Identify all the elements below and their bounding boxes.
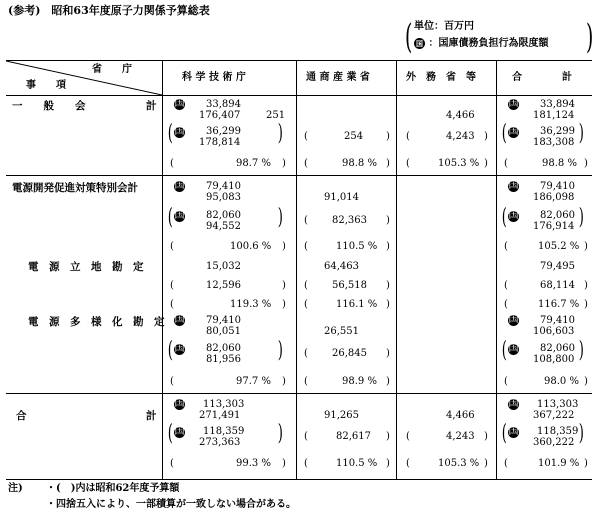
- paren-open: (: [304, 280, 308, 291]
- value: 4,466: [446, 110, 475, 121]
- value: 4,466: [446, 410, 475, 421]
- value: 33,894: [540, 99, 575, 110]
- row-label-general: 一 般 会: [12, 100, 86, 112]
- guarantee-badge: 国: [174, 314, 185, 325]
- paren-group: (: [167, 205, 173, 230]
- paren-close: ): [584, 299, 588, 310]
- paren-close: ): [386, 241, 390, 252]
- notes-label: 注): [8, 483, 23, 494]
- paren-group: (: [167, 338, 173, 363]
- paren-group: ): [578, 421, 584, 446]
- paren-group: (: [501, 338, 507, 363]
- guarantee-badge: 国: [508, 343, 519, 354]
- value: 251: [266, 110, 286, 121]
- header-col-total: 合 計: [512, 72, 572, 83]
- value: 186,098: [533, 192, 575, 203]
- prior-value: 108,800: [533, 354, 575, 365]
- guarantee-badge: 国: [508, 98, 519, 109]
- paren-close: ): [484, 458, 488, 469]
- guarantee-badge: 国: [174, 426, 185, 437]
- paren-close: ): [584, 158, 588, 169]
- value: 113,303: [537, 399, 579, 410]
- paren-close: ): [386, 158, 390, 169]
- paren-close: ): [386, 376, 390, 387]
- paren-group: (: [167, 421, 173, 446]
- ratio: 105.2 %: [538, 241, 580, 252]
- paren-close: ): [484, 131, 488, 142]
- paren-open: (: [504, 158, 508, 169]
- value: 33,894: [206, 99, 241, 110]
- paren-group: ): [277, 421, 283, 446]
- row-label-siting: 電 源 立 地 勘 定: [28, 261, 144, 273]
- ratio: 110.5 %: [336, 458, 378, 469]
- prior-value: 81,956: [206, 354, 241, 365]
- prior-value: 4,243: [446, 131, 475, 142]
- prior-value: 82,363: [332, 215, 367, 226]
- value: 113,303: [203, 399, 245, 410]
- paren-group: (: [167, 121, 173, 146]
- header-item: 事 項: [26, 80, 66, 91]
- prior-value: 82,617: [336, 431, 371, 442]
- col-divider-1: [162, 61, 163, 479]
- paren-open: (: [170, 241, 174, 252]
- paren-group: ): [277, 121, 283, 146]
- prior-value: 82,060: [540, 210, 575, 221]
- paren-open: (: [170, 280, 174, 291]
- paren-open: (: [504, 241, 508, 252]
- paren-open: (: [304, 348, 308, 359]
- prior-value: 254: [344, 131, 364, 142]
- paren-open: (: [304, 241, 308, 252]
- row-label-total: 合: [16, 410, 27, 422]
- paren-open: (: [406, 158, 410, 169]
- paren-close: ): [386, 299, 390, 310]
- value: 80,051: [206, 326, 241, 337]
- prior-value: 176,914: [533, 221, 575, 232]
- prior-value: 273,363: [199, 437, 241, 448]
- prior-value: 118,359: [537, 426, 579, 437]
- value: 271,491: [199, 410, 241, 421]
- row-label-total-end: 計: [146, 410, 157, 422]
- guarantee-badge: 国: [508, 314, 519, 325]
- paren-group: ): [277, 338, 283, 363]
- ratio: 116.7 %: [538, 299, 580, 310]
- paren-close: ): [282, 241, 286, 252]
- paren-open: (: [406, 131, 410, 142]
- value: 15,032: [206, 261, 241, 272]
- paren-close: ): [282, 458, 286, 469]
- document-title: (参考) 昭和63年度原子力関係予算総表: [8, 4, 210, 17]
- national-guarantee-badge: 国: [416, 39, 423, 48]
- ratio: 119.3 %: [230, 299, 272, 310]
- paren-close: ): [282, 299, 286, 310]
- value: 181,124: [533, 110, 575, 121]
- col-divider-4: [496, 61, 497, 479]
- header-col-science: 科 学 技 術 庁: [182, 72, 246, 83]
- header-col-miti: 通 商 産 業 省: [306, 72, 370, 83]
- paren-close: ): [584, 458, 588, 469]
- paren-close: ): [584, 376, 588, 387]
- value: 95,083: [206, 192, 241, 203]
- ratio: 98.8 %: [542, 158, 577, 169]
- paren-group: ): [277, 205, 283, 230]
- unit-legend: [404, 17, 594, 57]
- ratio: 110.5 %: [336, 241, 378, 252]
- prior-value: 56,518: [332, 280, 367, 291]
- prior-value: 183,308: [533, 137, 575, 148]
- paren-open: (: [304, 131, 308, 142]
- paren-open: (: [304, 376, 308, 387]
- value: 79,410: [206, 315, 241, 326]
- prior-value: 12,596: [206, 280, 241, 291]
- note-2: ・四捨五入により、一部積算が一致しない場合がある。: [46, 499, 296, 510]
- header-ministry: 省 庁: [92, 64, 132, 75]
- value: 79,410: [540, 315, 575, 326]
- paren-close: ): [282, 280, 286, 291]
- col-divider-3: [396, 61, 397, 479]
- value: 64,463: [324, 261, 359, 272]
- paren-open: (: [304, 158, 308, 169]
- guarantee-badge: 国: [174, 126, 185, 137]
- guarantee-legend-text: ：国庫債務負担行為限度額: [428, 38, 549, 49]
- paren-close: ): [386, 348, 390, 359]
- ratio: 97.7 %: [236, 376, 271, 387]
- prior-value: 82,060: [206, 210, 241, 221]
- value: 176,407: [199, 110, 241, 121]
- paren-open: (: [170, 376, 174, 387]
- row-rule: [6, 175, 592, 176]
- paren-group: ): [578, 338, 584, 363]
- paren-open: (: [504, 458, 508, 469]
- ratio: 100.6 %: [230, 241, 272, 252]
- guarantee-badge: 国: [508, 180, 519, 191]
- ratio: 105.3 %: [438, 158, 480, 169]
- prior-value: 178,814: [199, 137, 241, 148]
- prior-value: 36,299: [540, 126, 575, 137]
- header-col-foreign: 外 務 省 等: [406, 72, 476, 83]
- paren-close: ): [484, 431, 488, 442]
- guarantee-legend: [414, 38, 548, 49]
- paren-open: (: [406, 458, 410, 469]
- unit-label: 単位：百万円: [414, 21, 474, 32]
- value: 79,410: [540, 181, 575, 192]
- value: 367,222: [533, 410, 575, 421]
- guarantee-badge: 国: [508, 126, 519, 137]
- ratio: 116.1 %: [336, 299, 378, 310]
- paren-close: ): [584, 241, 588, 252]
- paren-close: ): [386, 280, 390, 291]
- paren-open: (: [170, 458, 174, 469]
- guarantee-badge: 国: [174, 343, 185, 354]
- paren-close: ): [584, 280, 588, 291]
- ratio: 99.3 %: [236, 458, 271, 469]
- paren-open: (: [304, 215, 308, 226]
- paren-open: (: [406, 431, 410, 442]
- row-label-special: 電源開発促進対策特別会計: [12, 182, 138, 194]
- ratio: 98.9 %: [342, 376, 377, 387]
- guarantee-badge: 国: [508, 398, 519, 409]
- budget-table: [6, 60, 592, 480]
- value: 91,014: [324, 192, 359, 203]
- prior-value: 360,222: [533, 437, 575, 448]
- paren-open: (: [170, 299, 174, 310]
- paren-close: ): [386, 458, 390, 469]
- ratio: 98.0 %: [544, 376, 579, 387]
- row-label-diversification: 電 源 多 様 化 勘 定: [28, 316, 165, 328]
- paren-open: (: [504, 280, 508, 291]
- prior-value: 36,299: [206, 126, 241, 137]
- paren-group: (: [501, 121, 507, 146]
- value: 26,551: [324, 326, 359, 337]
- paren-open: (: [504, 376, 508, 387]
- ratio: 105.3 %: [438, 458, 480, 469]
- prior-value: 82,060: [540, 343, 575, 354]
- paren-close: ): [386, 215, 390, 226]
- prior-value: 118,359: [203, 426, 245, 437]
- prior-value: 68,114: [540, 280, 575, 291]
- guarantee-badge: 国: [508, 210, 519, 221]
- paren-close: ): [282, 158, 286, 169]
- value: 79,495: [540, 261, 575, 272]
- header-bottom-rule: [6, 95, 592, 96]
- prior-value: 26,845: [332, 348, 367, 359]
- prior-value: 4,243: [446, 431, 475, 442]
- guarantee-badge: 国: [174, 398, 185, 409]
- paren-close: ): [282, 376, 286, 387]
- legend-left-paren: (: [404, 17, 413, 57]
- paren-open: (: [170, 158, 174, 169]
- prior-value: 94,552: [206, 221, 241, 232]
- prior-value: 82,060: [206, 343, 241, 354]
- ratio: 98.7 %: [236, 158, 271, 169]
- legend-right-paren: ): [585, 17, 594, 57]
- row-rule: [6, 393, 592, 394]
- col-divider-2: [296, 61, 297, 479]
- paren-open: (: [304, 299, 308, 310]
- paren-open: (: [504, 299, 508, 310]
- ratio: 101.9 %: [538, 458, 580, 469]
- guarantee-badge: 国: [174, 210, 185, 221]
- paren-close: ): [386, 431, 390, 442]
- value: 91,265: [324, 410, 359, 421]
- ratio: 98.8 %: [342, 158, 377, 169]
- value: 106,603: [533, 326, 575, 337]
- paren-group: (: [501, 421, 507, 446]
- note-1: ・( )内は昭和62年度予算額: [46, 483, 180, 494]
- value: 79,410: [206, 181, 241, 192]
- row-label-general-end: 計: [146, 100, 157, 112]
- guarantee-badge: 国: [174, 98, 185, 109]
- paren-group: ): [578, 205, 584, 230]
- paren-open: (: [304, 431, 308, 442]
- paren-close: ): [386, 131, 390, 142]
- paren-open: (: [304, 458, 308, 469]
- paren-group: (: [501, 205, 507, 230]
- guarantee-badge: 国: [174, 180, 185, 191]
- guarantee-badge: 国: [508, 426, 519, 437]
- paren-group: ): [578, 121, 584, 146]
- paren-close: ): [484, 158, 488, 169]
